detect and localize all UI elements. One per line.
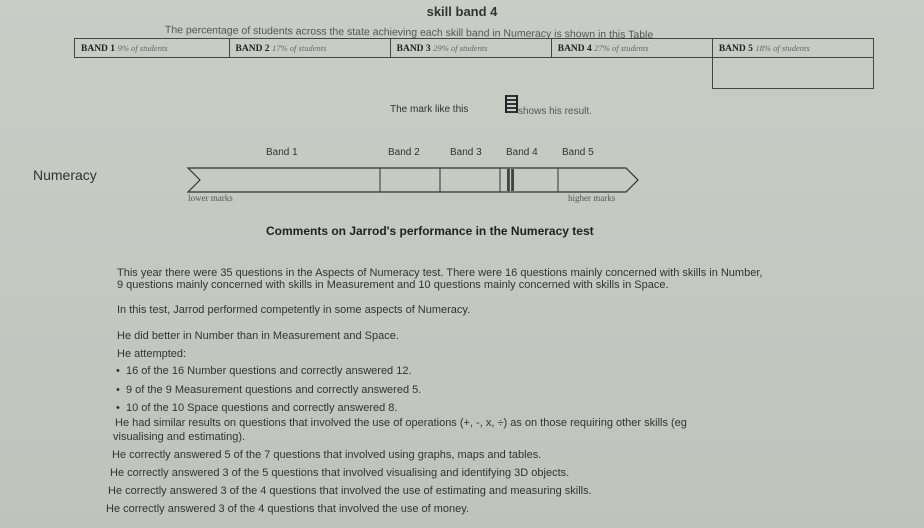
comment-line: He did better in Number than in Measurement and Space. — [117, 330, 399, 342]
band-cell: BAND 3 29% of students — [390, 39, 551, 58]
band-5-label: Band 5 — [562, 147, 594, 158]
band-cell: BAND 4 27% of students — [551, 39, 712, 58]
comment-line: This year there were 35 questions in the Aspects of Numeracy test. There were 16 questions mainly concerned with skills in Number, — [117, 267, 763, 279]
list-item: • 16 of the 16 Number questions and correctly answered 12. — [116, 365, 412, 377]
band-1-label: Band 1 — [266, 147, 298, 158]
list-item: • 9 of the 9 Measurement questions and correctly answered 5. — [116, 384, 422, 396]
comment-line: In this test, Jarrod performed competently in some aspects of Numeracy. — [117, 304, 471, 316]
comment-line: He correctly answered 3 of the 5 questions that involved visualising and identifying 3D objects. — [110, 467, 570, 479]
band-2-label: Band 2 — [388, 147, 420, 158]
result-mark-icon — [505, 95, 518, 113]
mark-note: The mark like this — [390, 104, 469, 115]
comments-title: Comments on Jarrod's performance in the Numeracy test — [266, 224, 594, 238]
comment-line: He attempted: — [117, 348, 187, 360]
bands-table — [74, 38, 874, 89]
band-cell: BAND 1 9% of students — [75, 39, 230, 58]
band-4-label: Band 4 — [506, 147, 538, 158]
comment-line: He had similar results on questions that involved the use of operations (+, -, x, ÷) as on those requiring other skills (eg — [115, 417, 687, 429]
band-cell: BAND 2 17% of students — [229, 39, 390, 58]
band-3-label: Band 3 — [450, 147, 482, 158]
comment-line: 9 questions mainly concerned with skills in Measurement and 10 questions mainly concerned with skills in Space. — [117, 279, 669, 291]
comment-line: He correctly answered 5 of the 7 questions that involved using graphs, maps and tables. — [112, 449, 542, 461]
mark-note-suffix: shows his result. — [518, 106, 592, 117]
higher-marks-label: higher marks — [568, 193, 616, 203]
intro-text: The percentage of students across the state achieving each skill band in Numeracy is shown in this Table — [164, 24, 654, 42]
scale-arrow — [188, 168, 638, 192]
comment-line: He correctly answered 3 of the 4 questions that involved the use of money. — [106, 503, 469, 515]
lower-marks-label: lower marks — [188, 193, 233, 203]
comment-line: visualising and estimating). — [113, 431, 246, 443]
numeracy-label: Numeracy — [33, 167, 97, 183]
comment-line: He correctly answered 3 of the 4 questions that involved the use of estimating and measuring skills. — [108, 485, 592, 497]
band-cell: BAND 5 18% of students — [712, 39, 873, 58]
list-item: • 10 of the 10 Space questions and correctly answered 8. — [116, 402, 398, 414]
page-title: skill band 4 — [426, 4, 498, 19]
